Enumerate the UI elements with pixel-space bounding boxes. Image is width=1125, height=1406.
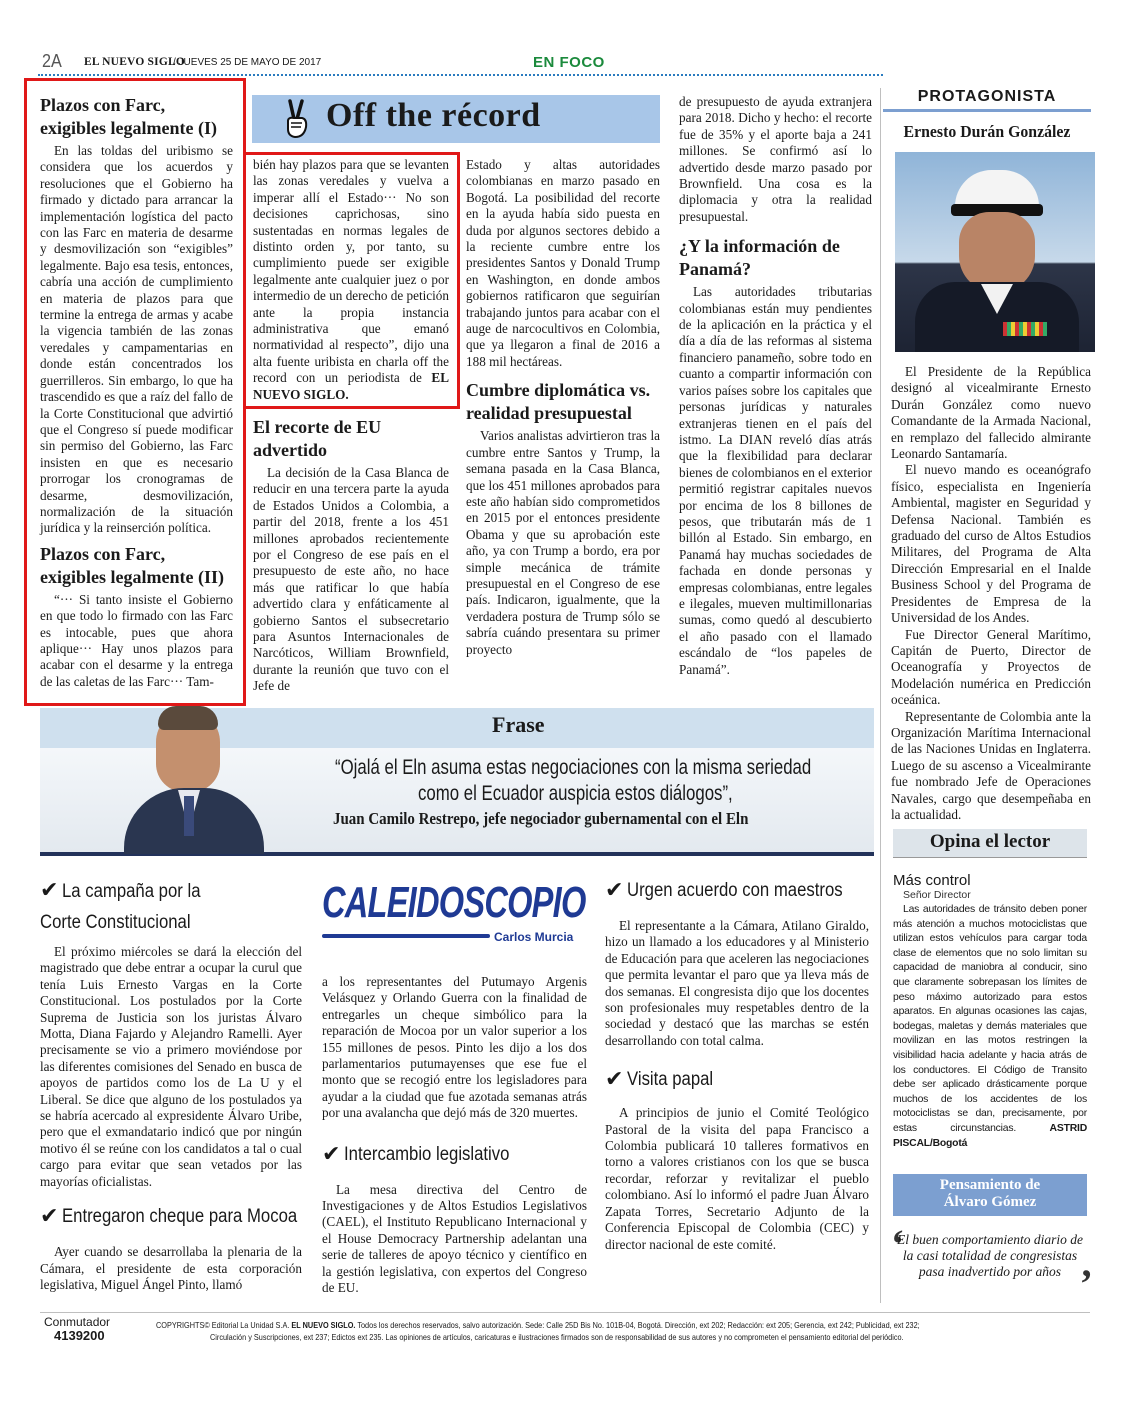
intercambio-headline-text: Intercambio legislativo xyxy=(344,1143,510,1165)
frase-portrait xyxy=(116,704,268,854)
protagonista-p1: El Presidente de la República designó al vicealmirante Ernesto Durán González como nuevo Comandante de la Armada Nacional, en remplazo del fallecido almirante Leonardo Santamaría. xyxy=(891,364,1091,462)
lector-signature: ASTRID PISCAL/Bogotá xyxy=(893,1122,1088,1149)
papal-headline-text: Visita papal xyxy=(627,1069,714,1091)
header-date: / JUEVES 25 DE MAYO DE 2017 xyxy=(173,57,322,68)
bottom-col-3 xyxy=(605,878,869,1253)
footer-rule xyxy=(40,1312,1090,1313)
frase-label: Frase xyxy=(492,712,545,737)
frase-quote-2: como el Ecuador auspicia estos diálogos”, xyxy=(418,782,733,805)
papal-headline xyxy=(605,1067,869,1097)
pensamiento-label-2: Álvaro Gómez xyxy=(943,1194,1037,1210)
lector-section xyxy=(893,829,1087,1151)
footer-conm: Conmutador xyxy=(44,1315,111,1329)
farc-headline-1: Plazos con Farc, exigibles legalmente (I) xyxy=(40,95,217,138)
open-quote-icon: ‘ xyxy=(891,1221,905,1266)
maestros-text: El representante a la Cámara, Atilano Giraldo, hizo un llamado a los educadores y al Ministerio de Educación para que aceleren las negociaciones que permita levantar el paro que ya lleva más de dos semanas. El congresista dijo que los docentes son profesionales muy respetables dentro de la sociedad y destacó que las marchas se estén desarrollando con total calma. xyxy=(605,918,869,1048)
check-icon: ✔ xyxy=(605,878,624,903)
protagonista-p3: Fue Director General Marítimo, Capitán de Puerto, Director de Oceanografía y Proyectos de Modelación numérica en Predicción oceánica. xyxy=(891,626,1091,708)
campana-text: El próximo miércoles se dará la elección del magistrado que debe entrar a ocupar la curul que tenía Luis Ernesto Vargas en la Corte Constitucional. Los postulados por la Corte Suprema de Justicia son los juristas Álvaro Motta, Diana Fajardo y Alejandro Ramelli. Ayer precisamente se vio a primero moviéndose por las diferentes comisiones del Senado en busca de apoyos de partidos como los de La U y el Liberal. Se dice que alguno de los postulados ya se habría acercado al expresidente Álvaro Uribe, pero que el exmandatario indicó que por ningún motivo él se reúne con los candidatos a tal o cual cargo para evitar que sean vetados por las mayorías oficialistas. xyxy=(40,944,302,1189)
cheque-text: Ayer cuando se desarrollaba la plenaria de la Cámara, el presidente de esta corporación legislativa, Miguel Ángel Pinto, llamó xyxy=(40,1244,302,1292)
protagonista-label: PROTAGONISTA xyxy=(883,88,1091,112)
eu-text: La decisión de la Casa Blanca de reducir en una tercera parte la ayuda de Estados Unidos a Colombia, a partir del 2018, frente a los 451 millones aprobados recientemente por el Congreso de ese país en el presupuesto de este año, no hace más que ratificar lo que había advertido clara y enfáticamente al gobierno Santos el subsecretario para Asuntos Internacionales de Narcóticos, William Brownfield, durante la reunión que tuvo con el Jefe de xyxy=(253,465,449,694)
cumbre-headline: Cumbre diplomática vs. realidad presupuestal xyxy=(466,380,651,424)
cheque-headline xyxy=(40,1204,302,1234)
farc-text-2: “··· Si tanto insiste el Gobierno en que todo lo firmado con las Farc es intocable, pues que ahora aplique··· Hay unos plazos para acabar con el desarme y la entrega de las caletas de las Farc··· Tam- xyxy=(40,591,233,689)
protagonista-name: Ernesto Durán González xyxy=(903,122,1071,141)
paper-name: EL NUEVO SIGLO xyxy=(84,56,185,68)
intercambio-text: La mesa directiva del Centro de Investigaciones y de Altos Estudios Legislativos (CAEL), el Instituto Republicano Internacional y el House Democracy Partnership adelantan una serie de talleres de apoyo técnico y científico en la gestión legislativa, con expertos del Congreso de EU. xyxy=(322,1181,587,1296)
footer-line-2: Circulación y Suscripciones, ext 237; Edictos ext 235. Las opiniones de artículos, caricaturas e ilustraciones firmados son de responsabilidad de sus autores y no comprometen el pensamiento editorial del periódico. xyxy=(210,1332,904,1342)
close-quote-icon: ’ xyxy=(1079,1261,1093,1306)
caleidoscopio-title: CALEIDOSCOPIO xyxy=(322,878,586,927)
panama-text: Las autoridades tributarias colombianas están muy pendientes de la aplicación en la práctica y el día a día de las reformas al sistema financiero panameño, sobre todo en cuanto a compartir información con varios países sobre los capitales que personas jurídicas y naturales extranjeras tienen en el país del istmo. La DIAN reveló días atrás que la flexibilidad para declarar bienes de colombianos en el exterior permitió registrar capitales nuevos por encima de los 8 billones de pesos, que tributarán más de 1 billón al Estado. Sin embargo, en Panamá hay muchas sociedades de fachada en donde personas y empresas colombianas, entre legales e ilegales, mueven multimillonarias sumas, como quedó al descubierto el año pasado con el llamado escándalo de “los papeles de Panamá”. xyxy=(679,284,872,677)
protagonista-p2: El nuevo mando es oceanógrafo físico, especialista en Ingeniería Ambiental, magister en Seguridad y Defensa Nacional. También es graduado del curso de Altos Estudios Militares, del Programa de Alta Dirección Empresarial en el Inalde Business School y del Programa de Presidentes de Empresa de la Universidad de los Andes. xyxy=(891,462,1091,626)
protagonista-photo xyxy=(895,152,1095,352)
footer-phone: 4139200 xyxy=(54,1328,105,1343)
cumbre-text-continued: de presupuesto de ayuda extranjera para 2018. Dicho y hecho: el recorte fue de 35% y el aporte baja a 241 millones. Se confirmó así lo advertido desde marzo pasado por Brownfield. Una cosa es la diplomacia y otra la realidad presupuestal. xyxy=(679,94,872,224)
campana-headline xyxy=(40,878,302,933)
protagonista-column xyxy=(883,88,1091,823)
col-3 xyxy=(466,157,660,658)
lector-title: Más control xyxy=(893,872,971,889)
pensamiento-quote xyxy=(891,1221,1093,1306)
otr-title: Off the récord xyxy=(326,97,541,134)
bottom-col-1 xyxy=(40,878,302,1293)
section-name: EN FOCO xyxy=(533,54,605,71)
col-2 xyxy=(253,157,449,403)
otr-banner xyxy=(252,95,660,143)
check-icon: ✔ xyxy=(40,1204,59,1230)
maestros-headline-text: Urgen acuerdo con maestros xyxy=(627,880,843,901)
protagonista-p4: Representante de Colombia ante la Organización Marítima Internacional de las Naciones Unidas en Inglaterra. Luego de su ascenso a Vicealmirante fue nombrado Jefe de Operaciones Navales, cargo que desempeñaba en la actualidad. xyxy=(891,708,1091,822)
footer-line-1: COPYRIGHTS© Editorial La Unidad S.A. EL NUEVO SIGLO. Todos los derechos reservados, salvo autorización. Sede: Calle 25D Bis No. 101B-04, Bogotá. Dirección, ext 202; Redacción: ext 205; Gerencia, ext 242; Publicidad, ext 232; xyxy=(156,1320,920,1330)
footer xyxy=(40,1314,1090,1348)
campana-headline-1: La campaña por la xyxy=(62,881,201,902)
protagonista-divider xyxy=(880,88,881,1303)
pensamiento-label xyxy=(893,1174,1087,1216)
cheque-headline-text: Entregaron cheque para Mocoa xyxy=(62,1206,298,1228)
farc-text-1: En las toldas del uribismo se considera que los acuerdos y resoluciones que el Gobierno ha firmado y dictado para arrancar la implementación logística del pacto con las Farc en materia de desarme y desmovilización son “exigibles” legalmente. Bajo esa tesis, entonces, cabría una acción de cumplimiento en materia de plazos para que termine la entrega de armas y acabe la vigencia también de las zonas veredales y campamentarias en donde están concentrados los guerrilleros. Sin embargo, lo que ha trascendido es que a raíz del fallo de la Corte Constitucional que advirtió que el Congreso sí puede modificar sin permiso del Gobierno, las Farc insisten en que es necesario prorrogar los cronogramas de desarme, desmovilización, normalización de la situación jurídica y la reinserción política. xyxy=(40,143,233,536)
pensamiento-text: El buen comportamiento diario de la casi totalidad de congresistas pasa inadvertido por años xyxy=(897,1232,1083,1279)
header-rule xyxy=(38,74,883,76)
papal-text: A principios de junio el Comité Teológico Pastoral de la visita del papa Francisco a Colombia publicará 10 talleres formativos en torno a valores cristianos con los que se busca recordar, reforzar y revitalizar el pueblo colombiano. Así lo informó el padre Juan Álvaro Zapata Torres, Secretario Adjunto de la Conferencia Episcopal de Colombia (CEC) y director nacional de este comité. xyxy=(605,1105,869,1252)
frase-author: Juan Camilo Restrepo, jefe negociador gubernamental con el Eln xyxy=(333,809,749,828)
lector-text: Las autoridades de tránsito deben poner más atención a muchos motociclistas que utilizan estos vehículos para cargar toda clase de elementos que no solo limitan su capacidad de maniobra al conducir, sino que claramente sobrepasan los límites de peso máximo autorizado para estos aparatos. En algunas ocasiones las cajas, bodegas, maletas y demás materiales que movilizan en las motos restringen la visibilidad hacia adelante y hacia atrás de los conductores. El Código de Transito debe ser aplicado drásticamente porque muchos de los accidentes de los motociclistas se dan, precisamente, por estas circunstancias. ASTRID PISCAL/Bogotá xyxy=(893,904,1088,1149)
caleidoscopio-swoosh xyxy=(322,934,490,938)
caleidoscopio-header xyxy=(322,876,588,956)
pensamiento-label-1: Pensamiento de xyxy=(939,1177,1041,1193)
victory-hand-icon xyxy=(282,99,310,139)
lector-label: Opina el lector xyxy=(893,829,1087,858)
lector-salute: Señor Director xyxy=(903,889,971,901)
check-icon: ✔ xyxy=(40,878,59,903)
farc-headline-2: Plazos con Farc, exigibles legalmente (II) xyxy=(40,543,224,587)
campana-headline-2: Corte Constitucional xyxy=(40,912,191,933)
eu-text-continued: Estado y altas autoridades colombianas en marzo pasado en Bogotá. La posibilidad del recorte en la ayuda había sido puesta en duda por algunos sectores debido a la reciente cumbre entre los presidentes Santos y Donald Trump en Washington, en donde ambos gobiernos ratificaron que seguirían trabajando juntos para acabar con el auge de narcocultivos en Colombia, que ya llegaron a final de 2016 a 188 mil hectáreas. xyxy=(466,157,660,369)
cheque-text-continued: a los representantes del Putumayo Argenis Velásquez y Orlando Guerra con la finalidad de entregarles un cheque simbólico para la reparación de Mocoa por un valor superior a los 155 millones de pesos. Pinto les dijo a los dos parlamentarios putumayenses que ese fue el monto que se recogió entre los legisladores para ayudar a la ciudad que fue azotada semanas atrás por una avalancha que dejó más de 320 muertes. xyxy=(322,974,587,1121)
intercambio-headline xyxy=(322,1142,587,1172)
maestros-headline xyxy=(605,878,869,908)
eu-headline: El recorte de EU advertido xyxy=(253,417,382,460)
page-number: 2A xyxy=(42,51,62,71)
col-farc xyxy=(40,94,233,690)
col-2b xyxy=(253,416,449,695)
caleidoscopio-author: Carlos Murcia xyxy=(494,930,574,944)
check-icon: ✔ xyxy=(322,1141,341,1167)
check-icon: ✔ xyxy=(605,1067,624,1093)
page-header xyxy=(38,50,878,76)
frase-quote-1: “Ojalá el Eln asuma estas negociaciones con la misma seriedad xyxy=(335,756,812,779)
bottom-col-2 xyxy=(322,974,587,1297)
col-4 xyxy=(679,94,872,678)
panama-headline: ¿Y la información de Panamá? xyxy=(679,236,840,280)
farc-text-continued: bién hay plazos para que se levanten las zonas veredales y vuelva a imperar allí el Estado··· No son decisiones caprichosas, sino sustentadas en normas legales de distinto orden y, por tanto, su cumplimiento puede ser exigible legalmente ante cualquier juez o por intermedio de un derecho de petición ante la propia instancia administrativa que emanó normatividad al respecto”, dijo una alta fuente uribista en charla off the record con un periodista de EL NUEVO SIGLO. xyxy=(253,157,449,402)
cumbre-text: Varios analistas advirtieron tras la cumbre entre Santos y Trump, la semana pasada en la Casa Blanca, que los 451 millones aprobados para este año habían sido comprometidos en 2015 por el entonces presidente Obama y que su aprobación este año, ya con Trump a bordo, era por simple mecánica de trámite presupuestal en el Congreso de ese país. Indicaron, igualmente, que la verdadera postura de Trump sólo se sabría cuándo presentara su primer proyecto xyxy=(466,428,660,657)
